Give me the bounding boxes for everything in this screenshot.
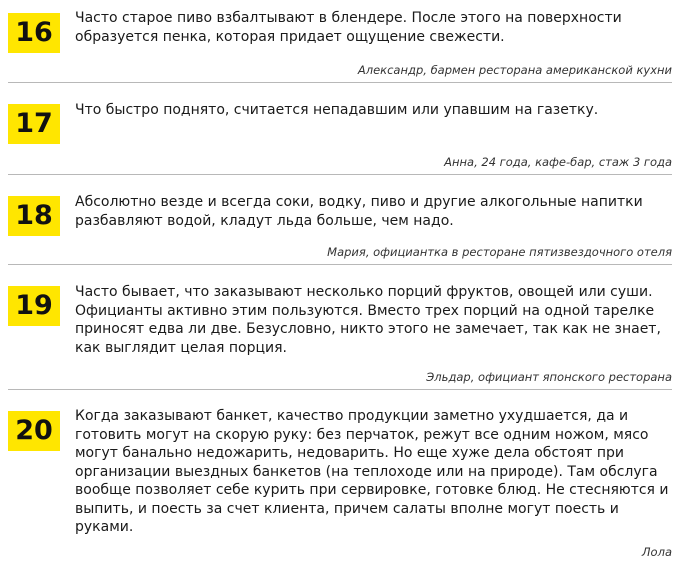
divider bbox=[8, 264, 672, 265]
entry-number-19: 19 bbox=[8, 286, 60, 326]
divider bbox=[8, 174, 672, 175]
entry-text-17: Что быстро поднято, считается непадавшим или упавшим на газетку. bbox=[75, 102, 599, 118]
entry-number-17: 17 bbox=[8, 104, 60, 144]
entry-author-16: Александр, бармен ресторана американской кухни bbox=[357, 63, 672, 77]
entry-number-20: 20 bbox=[8, 411, 60, 451]
entry-author-19: Эльдар, официант японского ресторана bbox=[426, 370, 672, 384]
entry-number-16: 16 bbox=[8, 13, 60, 53]
entry-text-16: Часто старое пиво взбалтывают в блендере. После этого на поверхности образуется пенка, которая придает ощущение свежести. bbox=[75, 10, 622, 45]
entry-author-17: Анна, 24 года, кафе-бар, стаж 3 года bbox=[444, 155, 672, 169]
entry-text-20: Когда заказывают банкет, качество продукции заметно ухудшается, да и готовить могут на скорую руку: без перчаток, режут все одним ножом, мясо могут банально недожарить, недоварить. Но еще хуже дела обстоят при организации выездных банкетов (на теплоходе или на природе). Там обслуга вообще позволяет себе курить при сервировке, готовке блюд. Не стесняются и выпить, и поесть за счет клиента, причем салаты вполне могут поесть и руками. bbox=[75, 408, 669, 535]
entry-author-20: Лола bbox=[641, 545, 672, 559]
entry-text-18: Абсолютно везде и всегда соки, водку, пиво и другие алкогольные напитки разбавляют водой, кладут льда больше, чем надо. bbox=[75, 194, 643, 229]
divider bbox=[8, 389, 672, 390]
entry-author-18: Мария, официантка в ресторане пятизвездочного отеля bbox=[327, 245, 672, 259]
entry-number-18: 18 bbox=[8, 196, 60, 236]
entry-text-19: Часто бывает, что заказывают несколько порций фруктов, овощей или суши. Официанты активно этим пользуются. Вместо трех порций на одной тарелке приносят едва ли две. Безусловно, никто этого не замечает, так как не знает, как выглядит целая порция. bbox=[75, 284, 661, 356]
divider bbox=[8, 82, 672, 83]
